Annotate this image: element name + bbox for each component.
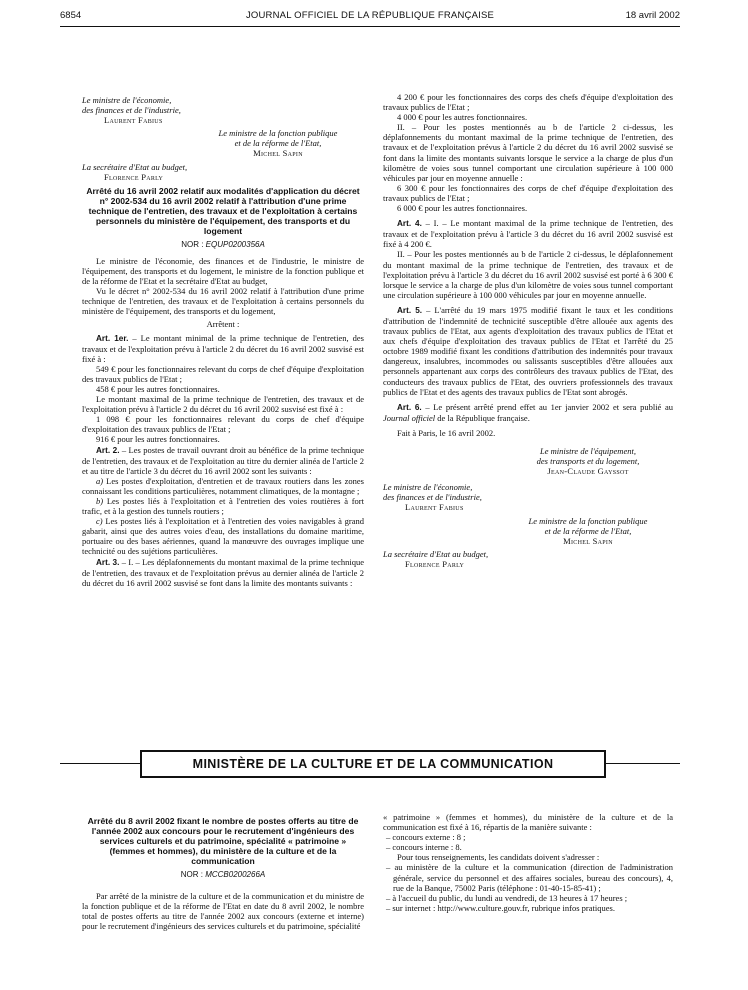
signatory-title: Le ministre de la fonction publique	[218, 128, 338, 139]
paragraph: Le montant maximal de la prime technique de l'entretien, des travaux et de l'exploitation prévu à l'article 2 du décret du 16 avril 2002 susvisé est fixé à :	[82, 394, 364, 415]
signatory-name: Florence Parly	[405, 558, 465, 569]
paragraph: 6 000 € pour les autres fonctionnaires.	[397, 203, 528, 214]
signatory-title: La secrétaire d'Etat au budget,	[82, 161, 188, 172]
signatory-name: Michel Sapin	[563, 535, 613, 546]
article-6: Art. 6. – Le présent arrêté prend effet au 1er janvier 2002 et sera publié au Journal officiel de la République française.	[383, 401, 673, 423]
article-label: Art. 1er.	[96, 333, 129, 343]
article-2: Art. 2. – Les postes de travail ouvrant droit au bénéfice de la prime technique de l'entretien, des travaux et de l'exploitation au titre du dernier alinéa de l'article 2 et au titre de l'article 3 du décret du 16 avril 2002 sont les suivants :	[82, 444, 364, 476]
signature-block	[383, 482, 673, 512]
nor-label: NOR :	[181, 239, 204, 249]
list-item: – au ministère de la culture et la communication (direction de l'administration générale, service du personnel et des affaires sociales, bureau des concours), 4, rue de la Banque, 75002 Paris (téléphone : 01-40-15-85-41) ;	[386, 862, 673, 893]
arretent: Arrêtent :	[206, 319, 240, 330]
article-1: Art. 1er. – Le montant minimal de la prime technique de l'entretien, des travaux et de l'exploitation prévu à l'article 2 du décret du 16 avril 2002 susvisé est fixé à :	[82, 332, 364, 364]
paragraph: Vu le décret n° 2002-534 du 16 avril 2002 relatif à l'attribution d'une prime technique de l'entretien, des travaux et de l'exploitation à certains personnels du ministère de l'équipement, des transports et du logement,	[82, 286, 364, 317]
signature-block	[82, 128, 364, 158]
signatory-name: Florence Parly	[104, 171, 164, 182]
decree-heading: Arrêté du 8 avril 2002 fixant le nombre de postes offerts au titre de l'année 2002 aux concours pour le recrutement d'ingénieurs des services culturels et du patrimoine, spécialité « patrimoine » (femmes et hommes), du ministère de la culture et de la communication	[87, 816, 359, 866]
signatory-title: et de la réforme de l'Etat,	[234, 138, 322, 149]
list-item: – sur internet : http://www.culture.gouv.fr, rubrique infos pratiques.	[386, 902, 615, 913]
paragraph: « patrimoine » (femmes et hommes), du ministère de la culture et de la communication est fixé à 16, répartis de la manière suivante :	[383, 812, 673, 833]
article-5: Art. 5. – L'arrêté du 19 mars 1975 modifié fixant le taux et les conditions d'attribution de l'indemnité de technicité susceptible d'être allouée aux agents des travaux publics de l'Etat, aux agents d'exploitation des travaux publics de l'Etat et aux chefs d'équipe d'exploitation des travaux publics de l'Etat et l'arrêté du 25 octobre 1989 modifié fixant les conditions d'attribution des indemnités pour travaux dangereux, insalubres, incommodes ou salissants susceptibles d'être allouées aux personnels appartenant aux corps des contrôleurs des travaux publics de l'Etat, des conducteurs des travaux publics de l'Etat, des ouvriers professionnels des travaux publics de l'Etat et des agents des travaux publics de l'Etat sont abrogés.	[383, 304, 673, 397]
signatory-title: Le ministre de la fonction publique	[528, 515, 648, 526]
right-column-bottom	[383, 812, 673, 913]
nor-reference	[82, 870, 364, 880]
paragraph: Pour tous renseignements, les candidats doivent s'adresser :	[397, 852, 600, 863]
page-header	[60, 10, 680, 24]
article-4: Art. 4. – I. – Le montant maximal de la prime technique de l'entretien, des travaux et de l'exploitation prévu à l'article 3 du décret du 16 avril 2002 susvisé est fixé à 4 200 €.	[383, 218, 673, 250]
list-item: – concours externe : 8 ;	[386, 832, 466, 843]
left-column-top	[82, 92, 364, 588]
issue-date: 18 avril 2002	[625, 10, 680, 21]
signatory-title: des finances et de l'industrie,	[82, 105, 181, 116]
signatory-name: Laurent Fabius	[104, 115, 163, 126]
article-label: Art. 5.	[397, 305, 423, 315]
list-item: – à l'accueil du public, du lundi au vendredi, de 13 heures à 17 heures ;	[386, 892, 628, 903]
ministry-banner: MINISTÈRE DE LA CULTURE ET DE LA COMMUNICATION	[140, 750, 606, 778]
fait-a-paris: Fait à Paris, le 16 avril 2002.	[397, 427, 496, 438]
paragraph: 6 300 € pour les fonctionnaires des corps de chef d'équipe d'exploitation des travaux publics de l'Etat ;	[383, 182, 673, 203]
article-3: Art. 3. – I. – Les déplafonnements du montant maximal de la prime technique de l'entretien, des travaux et de l'exploitation prévus au dernier alinéa de l'article 2 du décret du 16 avril 2002 susvisé se font dans la limite des montants suivants :	[82, 556, 364, 588]
left-column-bottom	[82, 812, 364, 931]
paragraph: Par arrêté de la ministre de la culture et de la communication et du ministre de la fonction publique et de la réforme de l'Etat en date du 8 avril 2002, le nombre total de postes offerts au titre de l'année 2002 aux concours (externe et interne) pour le recrutement d'ingénieurs des services culturels et du patrimoine, spécialité	[82, 891, 364, 932]
article-label: Art. 4.	[397, 219, 422, 229]
signatory-name: Jean-Claude Gayssot	[547, 466, 629, 477]
header-rule	[60, 26, 680, 27]
list-item: c) Les postes liés à l'exploitation et à l'entretien des voies navigables à grand gabarit, ainsi que des autres voies d'eau, des installations du domaine maritime, portuaire ou des bases aériennes, quand la manœuvre des ouvrages implique une technicité ou des sujétions particulières.	[82, 516, 364, 557]
signatory-title: Le ministre de l'économie,	[383, 482, 473, 493]
signatory-name: Michel Sapin	[253, 148, 303, 159]
article-label: Art. 6.	[397, 402, 422, 412]
signatory-name: Laurent Fabius	[405, 502, 464, 513]
signatory-title: Le ministre de l'économie,	[82, 95, 172, 105]
signatory-title: La secrétaire d'Etat au budget,	[383, 548, 489, 559]
paragraph: II. – Pour les postes mentionnés au b de l'article 2 ci-dessus, le déplafonnement du montant maximal de la prime technique de l'entretien, des travaux et de l'exploitation prévu à l'article 3 du décret du 16 avril 2002 susvisé est porté à 6 300 € lorsque le service a la charge de plus d'un kilomètre de voies sous tunnel comportant une circulation supérieure à 100 000 véhicules par jour en moyenne annuelle.	[383, 249, 673, 300]
article-label: Art. 3.	[96, 557, 120, 567]
signature-block	[383, 516, 673, 546]
signatory-title: et de la réforme de l'Etat,	[544, 525, 632, 536]
contact-list	[383, 862, 673, 912]
post-list	[383, 832, 673, 852]
signature-block	[383, 446, 673, 476]
paragraph: 4 200 € pour les fonctionnaires des corps des chefs d'équipe d'exploitation des travaux publics de l'Etat ;	[383, 92, 673, 113]
right-column-top	[383, 92, 673, 572]
signatory-title: des transports et du logement,	[536, 456, 640, 467]
signature-block	[82, 162, 364, 182]
signature-block	[383, 549, 673, 569]
paragraph: 549 € pour les fonctionnaires relevant du corps de chef d'équipe d'exploitation des travaux publics de l'Etat ;	[82, 363, 364, 384]
journal-title: JOURNAL OFFICIEL DE LA RÉPUBLIQUE FRANÇAISE	[245, 10, 495, 21]
signatory-title: des finances et de l'industrie,	[383, 492, 482, 503]
signatory-title: Le ministre de l'équipement,	[540, 446, 636, 456]
list-item: b) Les postes liés à l'exploitation et à l'entretien des voies routières à fort trafic, et à la gestion des tunnels routiers ;	[82, 496, 364, 517]
paragraph: 458 € pour les autres fonctionnaires.	[96, 383, 220, 394]
decree-heading: Arrêté du 16 avril 2002 relatif aux modalités d'application du décret n° 2002-534 du 16 avril 2002 relatif à l'attribution d'une prime technique de l'entretien, des travaux et de l'exploitation à certains personnels du ministère de l'équipement, des transports et du logement	[86, 185, 360, 236]
nor-label: NOR :	[180, 870, 203, 879]
nor-code: EQUP0200356A	[205, 239, 265, 249]
page-number: 6854	[60, 10, 82, 21]
article-label: Art. 2.	[96, 445, 120, 455]
paragraph: 1 098 € pour les fonctionnaires relevant du corps de chef d'équipe d'exploitation des travaux publics de l'Etat ;	[82, 414, 364, 435]
nor-reference	[82, 240, 364, 250]
nor-code: MCCB0200266A	[205, 870, 266, 879]
paragraph: Le ministre de l'économie, des finances et de l'industrie, le ministre de l'équipement, des transports et du logement, le ministre de la fonction publique et de la réforme de l'Etat et la secrétaire d'Etat au budget,	[82, 255, 364, 287]
list-item: a) Les postes d'exploitation, d'entretien et de travaux routiers dans les zones connaissant les conditions particulières, notamment climatiques, de la montagne ;	[82, 475, 364, 496]
signature-block	[82, 95, 364, 125]
paragraph: II. – Pour les postes mentionnés au b de l'article 2 ci-dessus, les déplafonnements du montant maximal de la prime technique de l'entretien, des travaux et de l'exploitation prévus à l'article 2 du décret du 16 avril 2002 susvisé se font dans la limite des montants suivants lorsque le service a la charge de plus d'un kilomètre de voies sous tunnel comportant une circulation supérieure à 100 000 véhicules par jour en moyenne annuelle :	[383, 122, 673, 183]
paragraph: 916 € pour les autres fonctionnaires.	[96, 434, 220, 445]
list-item: – concours interne : 8.	[386, 842, 462, 853]
paragraph: 4 000 € pour les autres fonctionnaires.	[397, 112, 528, 123]
